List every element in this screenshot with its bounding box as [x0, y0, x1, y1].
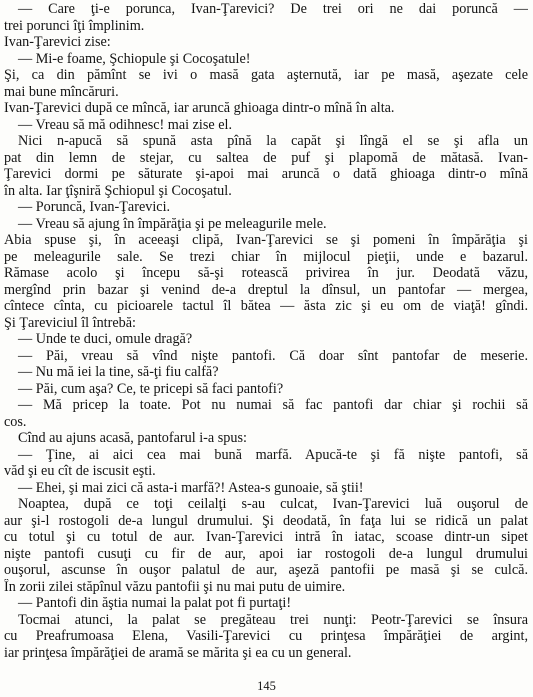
- text-line: — Poruncă, Ivan-Ţarevici.: [18, 199, 171, 215]
- text-line: În zorii zilei stăpînul văzu pantofii şi nu mai putu de uimire.: [4, 578, 346, 595]
- text-line: nişte pantofi cusuţi cu fir de aur, apoi iar rostogoli de-a lungul drumului: [4, 545, 528, 562]
- text-line: cos.: [4, 413, 27, 430]
- text-line: cu totul şi cu totul de aur. Ivan-Ţarevici intră în iatac, scoase dintr-un sipet: [4, 529, 528, 545]
- text-line: iar prinţesa împărăţiei de aramă se mărita şi ea cu un general.: [4, 644, 352, 661]
- text-line: — Păi, vreau să vînd nişte pantofi. Că doar sînt pantofar de meserie.: [18, 347, 528, 364]
- text-line: Ţarevici dormi pe săturate şi-apoi mai aruncă o dată ghioaga dintr-o mînă: [4, 166, 528, 182]
- text-line: Ivan-Ţarevici zise:: [4, 34, 111, 50]
- text-line: ouşorul, ascunse în ouşor palatul de aur, aşeză pantofii pe masă şi se culcă.: [4, 562, 528, 578]
- text-line: văd şi eu cît de iscusit eşti.: [4, 463, 156, 479]
- text-line: Şi Ţareviciul îl întrebă:: [4, 314, 136, 331]
- text-line: — Care ţi-e porunca, Ivan-Ţarevici? De trei ori ne dai poruncă —: [18, 1, 528, 17]
- text-line: mergînd prin bazar şi venind de-a dreptul la dînsul, un pantofar — mergea,: [4, 281, 528, 298]
- text-line: Cînd au ajuns acasă, pantofarul i-a spus:: [18, 430, 247, 446]
- text-line: Ivan-Ţarevici după ce mîncă, iar aruncă ghioaga dintr-o mînă în alta.: [4, 100, 395, 116]
- page-text: [4, 1, 528, 661]
- text-line: Noaptea, după ce toţi ceilalţi s-au culcat, Ivan-Ţarevici luă ouşorul de: [18, 496, 528, 512]
- text-line: Tocmai atunci, la palat se pregăteau trei nunţi: Peotr-Ţarevici se însura: [18, 611, 528, 628]
- text-line: pat din lemn de stejar, cu saltea de puf şi plapomă de mătasă. Ivan-: [4, 149, 528, 166]
- text-line: Rămase acolo şi începu să-şi rotească privirea în jur. Deodată văzu,: [4, 265, 528, 281]
- text-line: Nici n-apucă să spună asta pînă la capăt şi lîngă el se şi afla un: [18, 133, 528, 149]
- text-line: mai bune mîncăruri.: [4, 83, 119, 100]
- text-line: cîntece cînta, cu picioarele tactul îl bătea — ăsta zic şi eu om de viaţă! gîndi.: [4, 298, 528, 314]
- text-line: — Nu mă iei la tine, să-ţi fiu calfă?: [18, 364, 219, 380]
- text-line: — Vreau să ajung în împărăţia şi pe meleagurile mele.: [18, 215, 327, 232]
- text-line: — Pantofi din ăştia numai la palat pot fi purtaţi!: [18, 595, 292, 611]
- text-line: Abia spuse şi, în aceeaşi clipă, Ivan-Ţarevici se şi pomeni în împărăţia şi: [4, 232, 528, 248]
- text-line: Şi, ca din pămînt se ivi o masă gata aşternută, iar pe masă, aşezate cele: [4, 67, 528, 83]
- text-line: aur şi-l rostogoli de-a lungul drumului. Şi deodată, în faţa lui se ridică un palat: [4, 512, 528, 529]
- text-line: — Păi, cum aşa? Ce, te pricepi să faci pantofi?: [18, 380, 284, 397]
- text-line: — Vreau să mă odihnesc! mai zise el.: [18, 116, 232, 133]
- text-line: cu Preafrumoasa Elena, Vasili-Ţarevici cu prinţesa împărăţiei de argint,: [4, 628, 528, 644]
- page-number: 145: [257, 679, 276, 693]
- text-line: — Ehei, şi mai zici că asta-i marfă?! Astea-s gunoaie, să ştii!: [18, 479, 364, 496]
- text-line: în alta. Iar ţîşniră Şchiopul şi Cocoşatul.: [4, 182, 232, 199]
- text-line: pe meleagurile sale. Se trezi chiar în mijlocul pieţii, unde e bazarul.: [4, 248, 528, 265]
- text-line: — Ţine, ai aici cea mai bună marfă. Apucă-te şi fă nişte pantofi, să: [18, 446, 528, 463]
- text-line: — Mi-e foame, Şchiopule şi Cocoşatule!: [18, 50, 251, 67]
- text-line: — Mă pricep la toate. Pot nu numai să fac pantofi dar chiar şi rochii să: [18, 397, 528, 413]
- text-line: — Unde te duci, omule dragă?: [18, 331, 193, 347]
- text-line: trei porunci îţi împlinim.: [4, 17, 145, 34]
